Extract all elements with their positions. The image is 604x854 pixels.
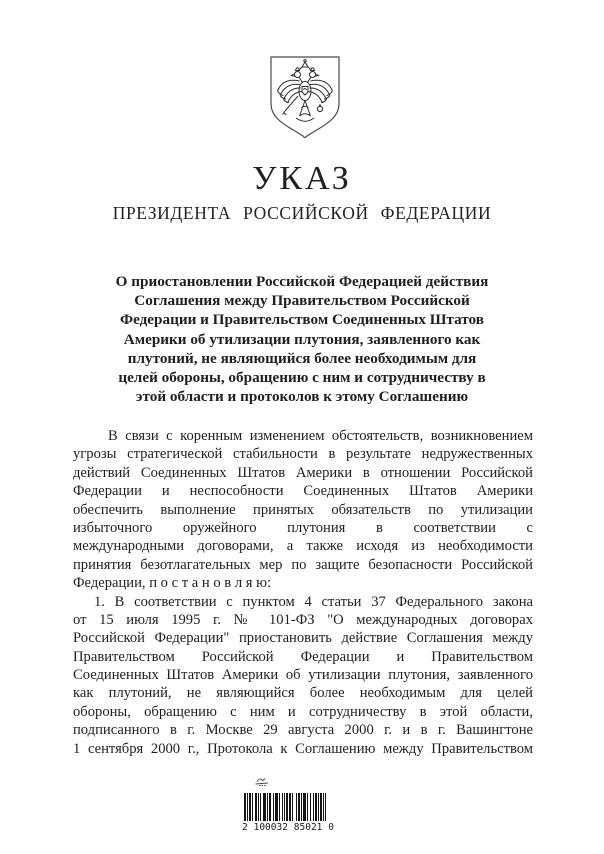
body-line: Соединенных Штатов Америки об утилизации плутония, заявленного <box>73 667 533 684</box>
body-line: Федерации, п о с т а н о в л я ю: <box>73 575 272 592</box>
barcode-digit-group: 100032 <box>253 822 288 833</box>
paragraph <box>73 427 533 593</box>
body-line: В связи с коренным изменением обстоятельств, возникновением <box>108 428 533 444</box>
body-line: принятия безотлагательных мер по защите безопасности Российской <box>73 556 533 573</box>
registration-mark-icon <box>254 774 352 792</box>
barcode-digit-group: 85021 <box>293 822 323 833</box>
barcode-digit-group: 2 <box>242 822 248 833</box>
heading-line: Америки об утилизации плутония, заявленного как <box>123 330 481 348</box>
heading-line: целей обороны, обращению с ним и сотрудничеству в <box>118 369 486 387</box>
heading-line: плутоний, не являющийся более необходимым для <box>127 349 477 367</box>
body-line: Федерации и неспособности Соединенных Штатов Америки <box>73 483 533 500</box>
body-line: обороны, обращению с ним и сотрудничеству в этой области, <box>73 703 533 720</box>
barcode <box>242 774 352 833</box>
russia-coat-of-arms-icon <box>267 54 343 144</box>
barcode-digit-group: 0 <box>328 822 334 833</box>
body-line: подписанного в г. Москве 29 августа 2000 г. и в г. Вашингтоне <box>73 722 533 739</box>
body-line: как плутоний, не являющийся более необходимым для целей <box>73 685 533 702</box>
barcode-bars <box>244 793 352 821</box>
heading-line: Соглашения между Правительством Российской <box>134 292 470 310</box>
body-line: действий Соединенных Штатов Америки в отношении Российской <box>73 464 533 481</box>
decree-body <box>73 427 533 758</box>
body-line: Правительством Российской Федерации и Правительством <box>73 648 533 665</box>
body-line: 1. В соответствии с пунктом 4 статьи 37 Федерального закона <box>94 593 533 610</box>
decree-subject-heading <box>84 272 520 406</box>
decree-kind-title: УКАЗ <box>252 160 352 197</box>
body-line: обеспечить выполнение принятых обязательств по утилизации <box>73 501 533 518</box>
body-line: от 15 июля 1995 г. № 101-ФЗ "О международных договорах <box>73 611 533 628</box>
decree-issuer-title: ПРЕЗИДЕНТА РОССИЙСКОЙ ФЕДЕРАЦИИ <box>112 203 492 223</box>
heading-line: Федерации и Правительством Соединенных Штатов <box>120 311 484 329</box>
heading-line: этой области и протоколов к этому Соглашению <box>135 388 469 406</box>
heading-line: О приостановлении Российской Федерацией действия <box>115 273 489 290</box>
body-line: Российской Федерации" приостановить действие Соглашения между <box>73 630 533 647</box>
paragraph <box>73 593 533 759</box>
body-line: 1 сентября 2000 г., Протокола к Соглашению между Правительством <box>73 740 533 757</box>
body-line: избыточного оружейного плутония в соответствии с <box>73 519 533 536</box>
body-line: международными договорами, а также исходя из необходимости <box>73 538 533 555</box>
barcode-digits <box>242 822 334 833</box>
body-line: угрозы стратегической стабильности в результате недружественных <box>73 446 533 463</box>
